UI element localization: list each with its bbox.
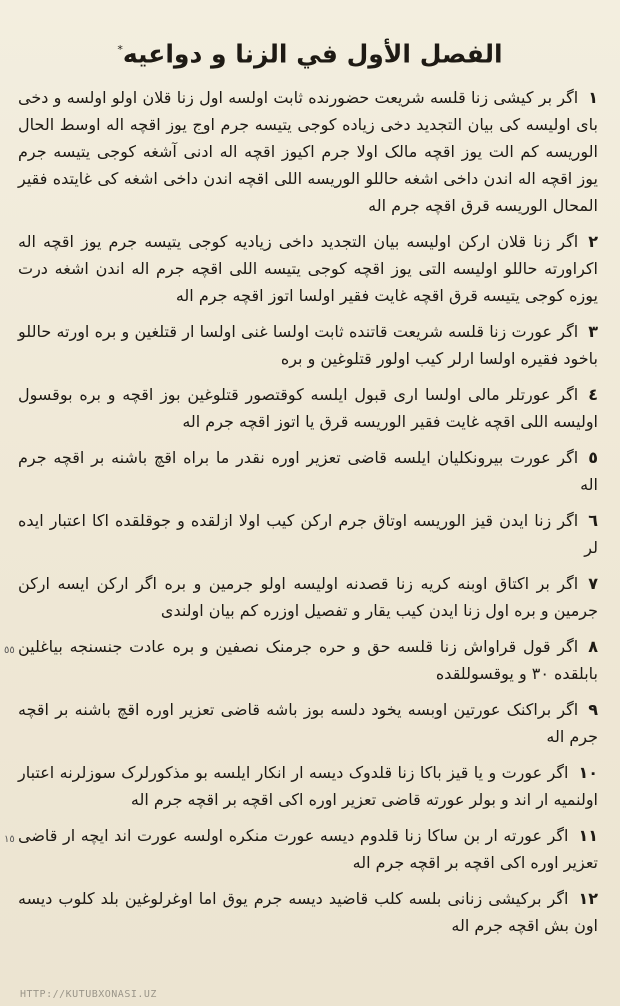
article-text: اگر زنا قلان ارکن اولیسه بیان التجدید داخی زیادیه کوجی یتیسه جرم یوز اقچه اله اکراورته حاللو اولیسه التی یوز اقچه کوجی یتیسه اللی اقچه جرم اله اندن اشغه درت یوزه کوجی یتیسه قرق اقچه غایت فقیر اولسا اتوز اقچه جرم اله (18, 232, 598, 305)
article-1 (18, 84, 598, 219)
article-number: ٢ (588, 232, 598, 251)
article-text: اگر بر اکتاق اوبنه کریه زنا قصدنه اولیسه اولو جرمین و بره اگر ارکن ایسه ارکن جرمین و بره اول زنا ایدن کیب یقار و تفصیل اوزره کم بیان اولندی (18, 574, 598, 620)
article-number: ١١ (578, 826, 598, 845)
article-number: ٥ (588, 448, 598, 467)
article-9 (18, 696, 598, 750)
margin-note: ١٥ (4, 834, 15, 845)
article-5 (18, 444, 598, 498)
article-text: اگر عورت زنا قلسه شریعت قاتنده ثابت اولسا غنی اولسا ار قتلغین و بره اورته حاللو باخود فقیره اولسا ارلر کیب اولور قتلوغین و بره (18, 322, 598, 368)
article-text: اگر عورتلر مالی اولسا اری قبول ایلسه کوقتصور قتلوغین بوز اقچه و بره بوقسول اولیسه اللی اقچه غایت فقیر الوریسه قرق یا اتوز اقچه جرم اله (18, 385, 598, 431)
article-text: اگر براکنک عورتین اوبسه یخود دلسه بوز باشه قاضی تعزیر اوره اقچ باشنه بر اقچه جرم اله (18, 700, 598, 746)
article-text: اگر عورت بیرونکلیان ایلسه قاضی تعزیر اوره نقدر ما براه اقچ باشنه بر اقچه جرم اله (18, 448, 598, 494)
margin-note: ٥٥ (4, 645, 15, 656)
article-text: اگر عورته ار بن ساکا زنا قلدوم دیسه عورت منکره اولسه عورت اند ایچه ار قاضی تعزیر اوره اکی اقچه بر اقچه جرم اله (18, 826, 598, 872)
article-number: ٦ (588, 511, 598, 530)
article-text: اگر قول قراواش زنا قلسه حق و حره جرمنک نصفین و بره عادت جنسنجه بیاغلین بابلقده ٣٠ و یوقسوللقده (18, 637, 598, 683)
chapter-title-text: الفصل الأول في الزنا و دواعيه (122, 39, 503, 69)
article-4 (18, 381, 598, 435)
article-10 (18, 759, 598, 813)
article-text: اگر عورت و یا قیز باکا زنا قلدوک دیسه ار انکار ایلسه بو مذکورلرک سوزلرنه اعتبار اولنمیه ار اند و بولر عورته قاضی تعزیر اوره اکی اقچه بر اقچه جرم اله (18, 763, 598, 809)
article-number: ٩ (588, 700, 598, 719)
article-6 (18, 507, 598, 561)
article-3 (18, 318, 598, 372)
article-text: اگر بر کیشی زنا قلسه شریعت حضورنده ثابت اولسه اول زنا قلان اولو اولسه و دخی بای اولیسه کی بیان التجدید دخی زیاده کوجی یتیسه جرم اوج یوز اقچه اله اوسط الحال الوریسه کم الت یوز اقچه مالک اولا جرم اکیوز اقچه اله ادنی آشغه کوجی یتیسه جرم یوز اقچه اله اندن داخی اشغه حاللو الوریسه اللی اقچه اندن داخی اشغه کی غایتده فقیر المحال الوریسه قرق اقچه جرم اله (18, 88, 598, 215)
article-number: ١٢ (578, 889, 598, 908)
article-number: ١ (588, 88, 598, 107)
footnote-mark: * (117, 43, 123, 56)
article-8 (4, 633, 598, 687)
article-12 (18, 885, 598, 939)
article-number: ٣ (588, 322, 598, 341)
document-body (4, 84, 598, 948)
article-2 (18, 228, 598, 309)
article-7 (18, 570, 598, 624)
article-number: ٧ (588, 574, 598, 593)
watermark-text: HTTP://KUTUBXONASI.UZ (20, 989, 157, 1000)
article-text: اگر زنا ایدن قیز الوریسه اوتاق جرم ارکن کیب اولا ازلقده و جوقلقده اکا اعتبار ایده لر (18, 511, 598, 557)
article-11 (4, 822, 598, 876)
chapter-title (40, 30, 580, 74)
article-number: ٨ (588, 637, 598, 656)
article-text: اگر برکیشی زنانی بلسه کلب قاضید دیسه جرم یوق اما اوغرلوغین بلد کلوب دیسه اون بش اقچه جرم اله (18, 889, 598, 935)
article-number: ١٠ (578, 763, 598, 782)
article-number: ٤ (588, 385, 598, 404)
